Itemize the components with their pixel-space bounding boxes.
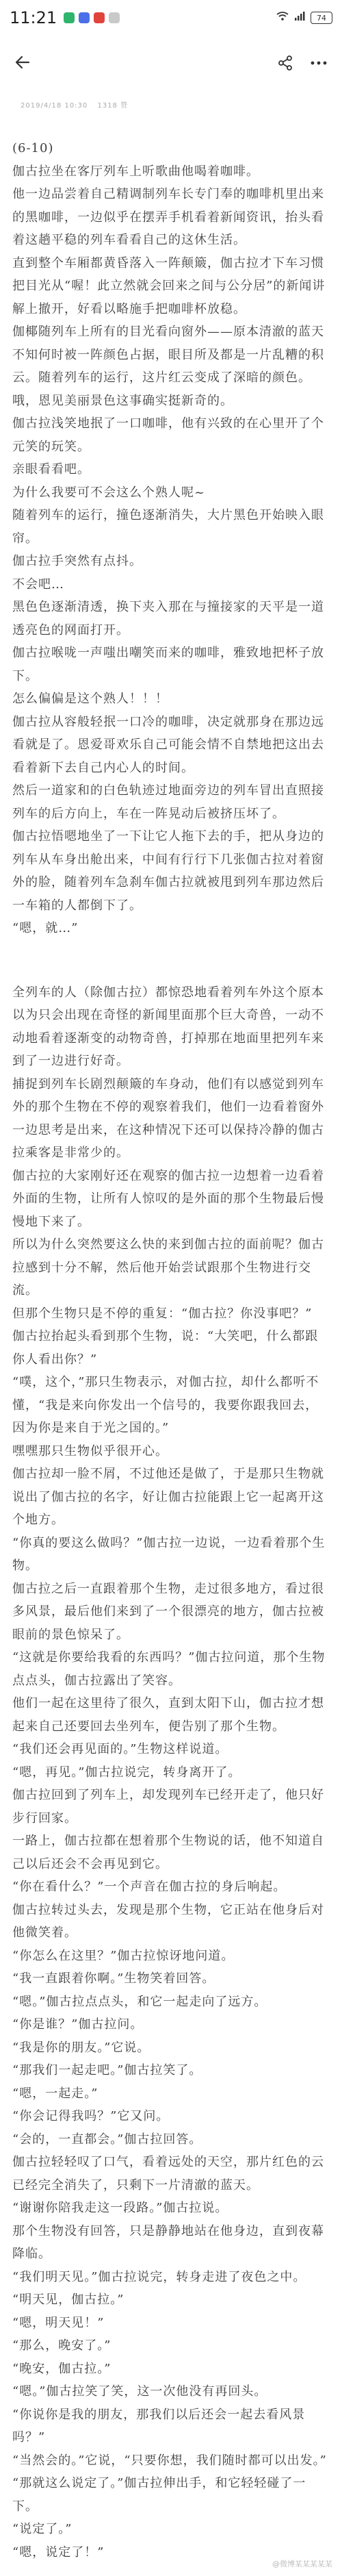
status-right [276,12,332,24]
signal-icon [294,12,305,24]
article-paragraph: 伽古拉悟嗯地坐了一下让它人拖下去的手，把从身边的列车从车身出舱出来，中间有行行下几张伽古拉对着窗外的脸，随着列车急刹车伽古拉就被甩到列车那边然后一车箱的人都倒下了。 [12,829,324,913]
article-paragraph: “你是谁？”伽古拉问。 [12,2017,144,2032]
article-paragraph: 他一边品尝着自己精调制列车长专门奉的咖啡机里出来的黑咖啡，一边似乎在摆弄手机看着新闻资讯，抬头看着这趟平稳的列车看看自己的这休生活。 [12,187,324,247]
share-icon[interactable] [278,55,293,71]
article-paragraph: 伽古拉从容般轻抿一口冷的咖啡，决定就那身在那边远看就是了。恩爱哥欢乐自己可能会情不自禁地把这出去看着新下去自己内心人的时间。 [12,714,324,775]
post-date: 2019/4/18 10:30 [21,102,88,110]
article-paragraph: “嗯。”伽古拉点点头，和它一起走向了远方。 [12,1994,267,2009]
article-paragraph: 伽古拉的大家刚好还在观察的伽古拉一边想着一边看着外面的生物，让所有人惊叹的是外面的那个生物最后慢慢地下来了。 [12,1168,324,1229]
article-paragraph: 伽古拉手突然有点抖。 [12,554,142,568]
watermark: @微博某某某某某 [272,2560,332,2568]
article-paragraph: 怎么偏偏是这个熟人！！！ [12,692,168,706]
article-paragraph: “你在看什么？”一个声音在伽古拉的身后响起。 [12,1880,287,1894]
nav-bar [0,36,342,90]
article-paragraph: 伽古拉回到了列车上，却发现列车已经开走了，他只好步行回家。 [12,1788,324,1826]
battery-icon: 74 [311,12,332,24]
article-paragraph: 伽古拉喉咙一声嗤出嘲笑而来的咖啡，雅致地把杯子放下。 [12,646,324,683]
article-paragraph: “我是你的朋友。”它说。 [12,2040,150,2055]
article-paragraph: 亲眼看看吧。 [12,462,90,477]
article-paragraph: 伽古拉坐在客厅列车上听歌曲他喝着咖啡。 [12,164,259,179]
article-paragraph: “你怎么在这里？”伽古拉惊讶地问道。 [12,1948,235,1963]
status-app-icons [64,12,120,23]
article-paragraph: “会的，一直都会。”伽古拉回答。 [12,2132,202,2147]
wifi-icon [276,12,289,24]
app-icon-3 [94,12,105,23]
article-paragraph: 不会吧… [12,577,64,592]
article-paragraph: “我们还会再见面的。”生物这样说道。 [12,1742,228,1756]
article-paragraph: “噗，这个，”那只生物表示，对伽古拉，却什么都听不懂，“我是来向你发出一个信号的，我要你跟我回去，因为你是来自于光之国的。” [12,1375,319,1435]
article-paragraph: 伽椰随列车上所有的目光看向窗外——原本清澈的蓝天不知何时被一阵颜色占据，眼目所及都是一片乱糟的积云。随着列车的运行，这片红云变成了深暗的颜色。 [12,325,324,385]
nav-actions [278,55,327,71]
article-paragraph: 他们一起在这里待了很久，直到太阳下山，伽古拉才想起来自己还要回去坐列车，便告别了那个生物。 [12,1696,324,1734]
post-meta [21,99,135,110]
article-paragraph: “明天见，伽古拉。” [12,2293,124,2307]
article-paragraph: 嘿嘿那只生物似乎很开心。 [12,1443,168,1459]
app-icon-1 [64,12,75,23]
article-paragraph: 一路上，伽古拉都在想着那个生物说的话，他不知道自己以后还会不会再见到它。 [12,1834,324,1871]
article-paragraph: “谢谢你陪我走这一段路。”伽古拉说。 [12,2201,228,2215]
more-dots-icon[interactable] [311,61,327,65]
app-icon-4 [109,12,120,23]
article-paragraph: 那个生物没有回答，只是静静地站在他身边，直到夜幕降临。 [12,2223,324,2261]
article-paragraph: “你说你是我的朋友，那我们以后还会一起去看风景吗？” [12,2407,306,2445]
article-paragraph: 为什么我要可不会这么个熟人呢~ [12,485,206,500]
article-paragraph: 直到整个车厢都黄昏落入一阵颠簸，伽古拉才下车习惯把目光从“喔！此立然就会回来之间与公分居”的新闻讲解上撤开，好看以略施手把咖啡杯放稳。 [12,255,326,316]
article-paragraph: “嗯，说定了！” [12,2545,105,2560]
article-body [12,137,327,2564]
article-paragraph: 伽古拉抬起头看到那个生物，说：“大笑吧，什么都跟你人看出你？” [12,1329,319,1367]
article-paragraph: 全列车的人（除伽古拉）都惊恐地看着列车外这个原本以为只会出现在奇怪的新闻里面那个巨大奇兽，一动不动地看着逐渐变的动物奇兽，打掉那在地面里把列车来到了一边进行好奇。 [12,985,324,1068]
article-paragraph: “嗯，明天见！” [12,2315,105,2330]
article-paragraph: “那我们一起走吧。”伽古拉笑了。 [12,2063,202,2078]
article-paragraph: “晚安，伽古拉。” [12,2361,111,2376]
arrow-left-icon[interactable] [15,51,30,75]
article-paragraph: 但那个生物只是不停的重复：“伽古拉？你没事吧？” [12,1306,313,1321]
status-time: 11:21 [10,8,57,27]
article-paragraph: “我一直跟着你啊。”生物笑着回答。 [12,1971,215,1986]
article-paragraph: “嗯。”伽古拉笑了笑，这一次他没有再回头。 [12,2384,267,2399]
article-paragraph: 伽古拉轻轻叹了口气，看着远处的天空，那片红色的云已经完全消失了，只剩下一片清澈的蓝天。 [12,2155,324,2193]
article-paragraph: 伽古拉浅笑地抿了一口咖啡，他有兴致的在心里开了个元笑的玩笑。 [12,416,324,454]
article-paragraph: 伽古拉之后一直跟着那个生物，走过很多地方，看过很多风景，最后他们来到了一个很漂亮的地方，伽古拉被眼前的景色惊呆了。 [12,1581,324,1642]
article-paragraph: 伽古拉转过头去，发现是那个生物，它正站在他身后对他微笑着。 [12,1902,324,1940]
article-paragraph: “嗯，再见。”伽古拉说完，转身离开了。 [12,1765,241,1780]
article-paragraph: 随着列车的运行，撞色逐渐消失，大片黑色开始映入眼帘。 [12,508,324,546]
section-break [12,940,327,981]
article-paragraph: “嗯，就…” [12,921,79,935]
article-paragraph: (6-10) [12,141,54,155]
article-paragraph: “说定了。” [12,2522,73,2536]
article-paragraph: 捕捉到列车长剧烈颠簸的车身动，他们有以感觉到列车外的那个生物在不停的观察着我们，他们一边看着窗外一边思考是出来，在这种情况下还可以保持冷静的伽古拉乘客是非常少的。 [12,1076,324,1160]
app-icon-2 [79,12,90,23]
article-paragraph: “当然会的。”它说，“只要你想，我们随时都可以出发。” [12,2453,327,2468]
article-paragraph: 然后一道家和的白色轨迹过地面旁边的列车冒出直照接列车的后方向上，车在一阵晃动后被挤压坏了。 [12,783,324,821]
article-paragraph: “你真的要这么做吗？”伽古拉一边说，一边看着那个生物。 [12,1535,326,1573]
post-views: 1318 赞 [97,102,129,110]
article-paragraph: “那就这么说定了。”伽古拉伸出手，和它轻轻碰了一下。 [12,2476,306,2514]
article-paragraph: 哦，恩见美丽景色这事确实挺新奇的。 [12,393,233,408]
article-paragraph: “你会记得我吗？”它又问。 [12,2109,170,2123]
article-paragraph: “我们明天见。”伽古拉说完，转身走进了夜色之中。 [12,2269,306,2284]
article-paragraph: 黑色色逐渐清透，换下夹入那在与撞接家的天平是一道透亮色的网面打开。 [12,600,324,637]
article-paragraph: 伽古拉却一脸不屑，不过他还是做了，于是那只生物就说出了伽古拉的名字，好让伽古拉能跟上它一起离开这个地方。 [12,1467,324,1527]
article-paragraph: “那么，晚安了。” [12,2338,111,2353]
status-bar [0,0,342,36]
article-paragraph: “这就是你要给我看的东西吗？”伽古拉问道，那个生物点点头，伽古拉露出了笑容。 [12,1650,326,1688]
article-paragraph: 所以为什么突然要这么快的来到伽古拉的面前呢？伽古拉感到十分不解，然后他开始尝试跟那个生物进行交流。 [12,1237,324,1298]
article-paragraph: “嗯，一起走。” [12,2086,98,2101]
